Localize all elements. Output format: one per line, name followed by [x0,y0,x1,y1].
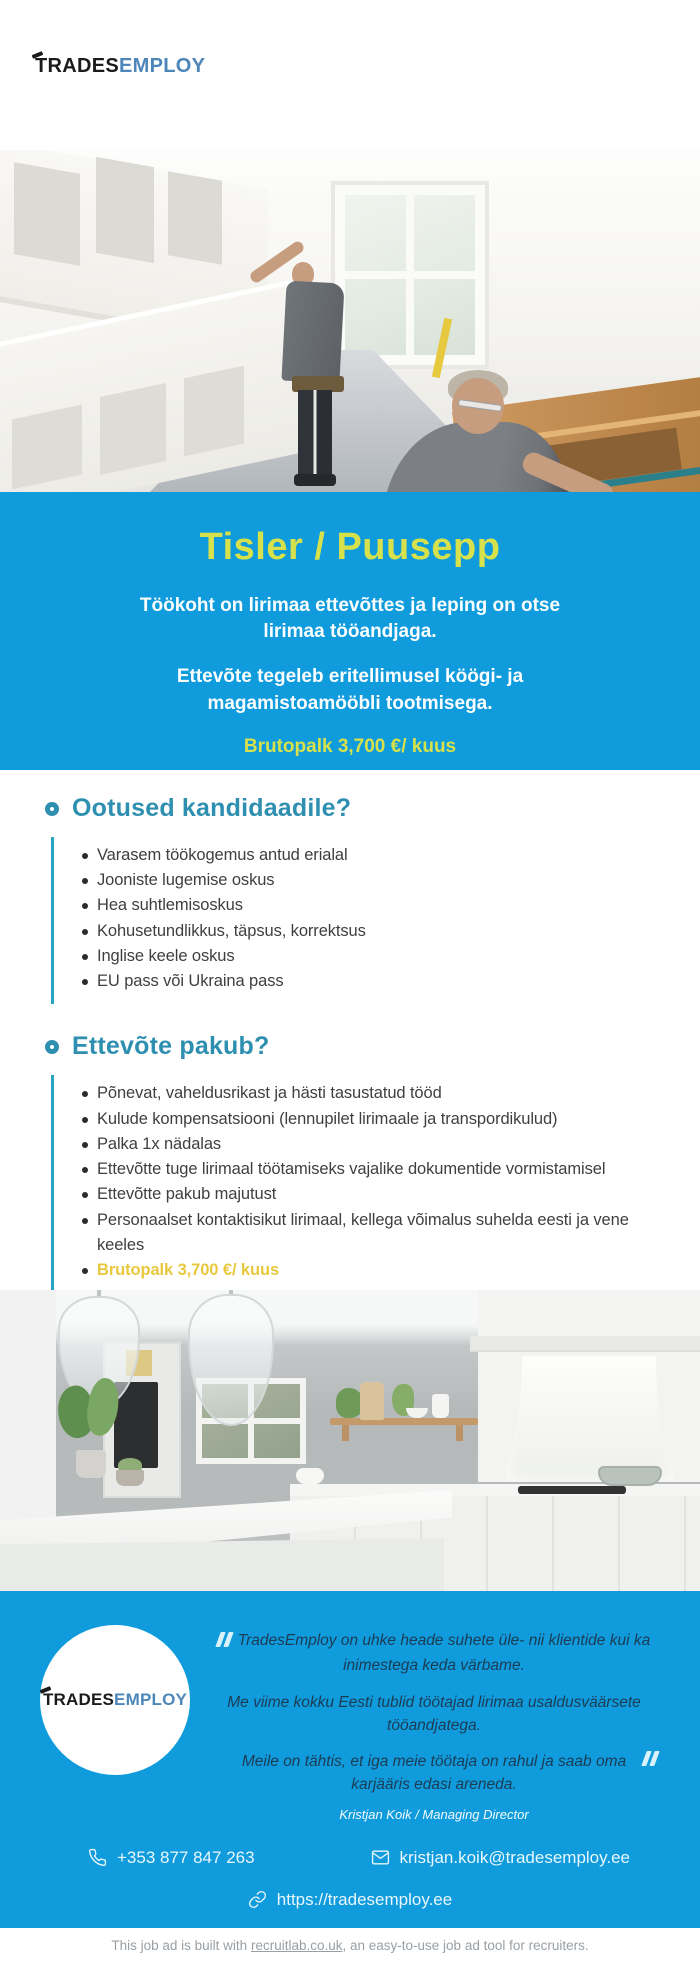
list-item: Palka 1x nädalas [80,1132,660,1157]
phone-icon [88,1848,107,1867]
hero-image-kitchen-installers [0,150,700,492]
brand-logo-trades: TRADES [35,55,119,77]
quote-paragraph: Meile on tähtis, et iga meie töötaja on rahul ja saab oma karjääris edasi areneda. [214,1750,654,1797]
list-item: Varasem töökogemus antud erialal [80,843,660,868]
contact-info [40,1848,660,1910]
footer [0,1591,700,1928]
offer-list [51,1075,660,1293]
recruitlab-link[interactable]: recruitlab.co.uk [250,1938,343,1953]
list-item: Hea suhtlemisoskus [80,893,660,918]
website-contact[interactable] [248,1890,452,1910]
quote-close-icon [644,1750,660,1773]
list-item: EU pass või Ukraina pass [80,969,660,994]
intro-banner [0,492,700,770]
list-item: Personaalset kontaktisikut lirimaal, kellega võimalus suhelda eesti ja vene keeles [80,1208,660,1258]
brand-logo [35,55,205,78]
email-contact[interactable] [371,1848,630,1868]
list-item: Põnevat, vaheldusrikast ja hästi tasustatud tööd [80,1081,660,1106]
intro-paragraph-1: Töökoht on lirimaa ettevõttes ja leping on otse lirimaa tööandjaga. [139,595,561,643]
expectations-list [51,837,660,1004]
section-heading-offer: Ettevõte pakub? [45,1032,660,1061]
phone-contact[interactable] [88,1848,255,1868]
section-heading-expectations: Ootused kandidaadile? [45,794,660,823]
credit-suffix: , an easy-to-use job ad tool for recruiters. [342,1938,589,1953]
ring-bullet-icon [45,802,59,816]
credit-prefix: This job ad is built with [111,1938,248,1953]
content-area [0,770,700,1290]
quote-attribution: Kristjan Koik / Managing Director [339,1806,529,1822]
list-item: Ettevõtte tuge lirimaal töötamiseks vajalike dokumentide vormistamisel [80,1157,660,1182]
list-item: Kohusetundlikkus, täpsus, korrektsus [80,919,660,944]
salary-list-item: Brutopalk 3,700 €/ kuus [80,1258,660,1283]
quote-paragraph: TradesEmploy on uhke heade suhete üle- nii klientide kui ka inimestega keda värbame. [214,1629,654,1678]
quote-open-icon [218,1631,234,1654]
brand-logo: TRADESEMPLOY [43,1690,187,1710]
email-link[interactable]: kristjan.koik@tradesemploy.ee [399,1847,630,1867]
phone-link[interactable]: +353 877 847 263 [117,1847,255,1867]
list-item: Inglise keele oskus [80,944,660,969]
quote-paragraph: Me viime kokku Eesti tublid töötajad lirimaa usaldusväärsete tööandjatega. [227,1693,641,1734]
kitchen-hob [518,1486,626,1494]
website-link[interactable]: https://tradesemploy.ee [276,1889,453,1909]
kitchen-showroom-image [0,1290,700,1591]
mail-icon [371,1848,390,1867]
link-icon [248,1890,267,1909]
footer-logo-circle [40,1625,190,1775]
list-item: Jooniste lugemise oskus [80,868,660,893]
kitchen-shelf [330,1418,478,1425]
builder-credit [0,1928,700,1963]
intro-paragraph-2: Ettevõte tegeleb eritellimusel köögi- ja magamistoamööbli tootmisega. [176,666,524,714]
salary-line: Brutopalk 3,700 €/ kuus [243,735,457,757]
job-title: Tisler / Puusepp [199,526,501,568]
page-header [0,0,700,150]
list-item: Kulude kompensatsiooni (lennupilet lirimaale ja transpordikulud) [80,1107,660,1132]
list-item: Ettevõtte pakub majutust [80,1182,660,1207]
hero-window [335,185,485,365]
ceo-quote [208,1625,660,1822]
ring-bullet-icon [45,1040,59,1054]
brand-logo-employ: EMPLOY [119,55,206,77]
